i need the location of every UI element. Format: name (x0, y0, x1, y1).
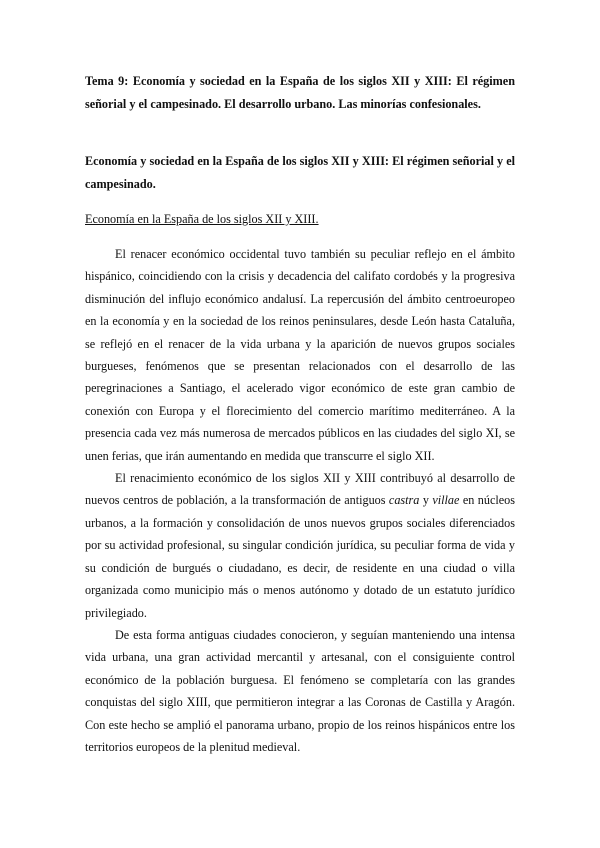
term-villae: villae (432, 493, 460, 508)
paragraph-2 (85, 467, 515, 624)
document-page (85, 70, 515, 758)
term-castra: castra (388, 493, 420, 508)
document-title: Tema 9: Economía y sociedad en la España de los siglos XII y XIII: El régimen señorial y el campesinado. El desarrollo urbano. Las minorías confesionales. (85, 74, 515, 111)
paragraph-2-part-2: y (419, 493, 433, 508)
paragraph-1: El renacer económico occidental tuvo también su peculiar reflejo en el ámbito hispánico, coincidiendo con la crisis y decadencia del califato cordobés y la progresiva disminución del influjo económico andalusí. La repercusión del ámbito centroeuropeo en la economía y en la sociedad de los reinos peninsulares, desde León hasta Cataluña, se reflejó en el renacer de la vida urbana y la aparición de nuevos grupos sociales burgueses, fenómenos que se presentan relacionados con el desarrollo de las peregrinaciones a Santiago, el acelerado vigor económico de este gran cambio de conexión con Europa y el florecimiento del comercio marítimo mediterráneo. A la presencia cada vez más numerosa de mercados públicos en las ciudades del siglo XI, se unen ferias, que irán aumentando en medida que transcurre el siglo XII. (85, 247, 515, 463)
paragraph-2-part-3: en núcleos urbanos, a la formación y consolidación de unos nuevos grupos sociales diferenciados por su actividad profesional, su singular condición jurídica, su peculiar forma de vida y su condición de burgués o ciudadano, es decir, de residente en una ciudad o villa organizada como municipio más o menos autónomo y dotado de un estatuto jurídico privilegiado. (85, 493, 516, 620)
subheading: Economía en la España de los siglos XII y XIII. (85, 212, 319, 226)
paragraph-3: De esta forma antiguas ciudades conocieron, y seguían manteniendo una intensa vida urbana, una gran actividad mercantil y artesanal, con el consiguiente control económico de la población burguesa. El fenómeno se completaría con las grandes conquistas del siglo XIII, que permitieron integrar a las Coronas de Castilla y Aragón. Con este hecho se amplió el panorama urbano, propio de los reinos hispánicos entre los territorios europeos de la plenitud medieval. (85, 627, 515, 754)
section-heading: Economía y sociedad en la España de los siglos XII y XIII: El régimen señorial y el campesinado. (85, 154, 515, 191)
paragraph-2-part-1: El renacimiento económico de los siglos XII y XIII contribuyó al desarrollo de nuevos centros de población, a la transformación de antiguos (85, 471, 515, 508)
